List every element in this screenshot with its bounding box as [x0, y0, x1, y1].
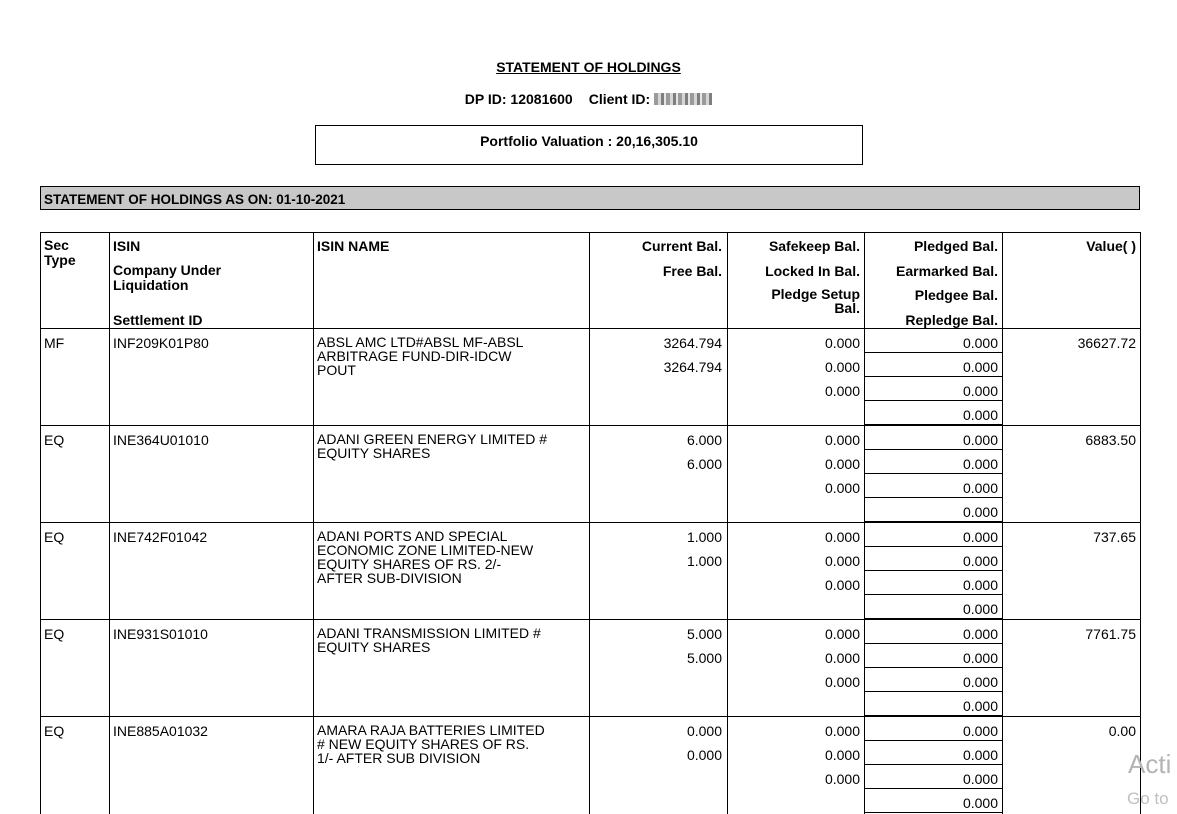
table-rule: [864, 570, 1002, 571]
header-company-under-liquidation: Company Under Liquidation: [113, 262, 222, 293]
row-current-bal: 6.000: [686, 432, 722, 448]
row-value: 7761.75: [1085, 626, 1136, 642]
watermark-line-2: Go to: [1127, 789, 1169, 808]
table-rule: [40, 716, 1141, 717]
row-pledged-bal: 0.000: [962, 723, 998, 739]
header-sec-type: Sec Type: [44, 237, 76, 268]
row-locked-in-bal: 0.000: [824, 359, 860, 375]
row-sec-type: EQ: [44, 723, 65, 739]
row-sec-type: MF: [44, 335, 65, 351]
row-isin-name: ADANI PORTS AND SPECIAL ECONOMIC ZONE LIMITED-NEW EQUITY SHARES OF RS. 2/- AFTER SUB-DIVISION: [317, 528, 534, 586]
row-free-bal: 5.000: [686, 650, 722, 666]
header-pledgee-bal: Pledgee Bal.: [914, 287, 998, 303]
row-locked-in-bal: 0.000: [824, 553, 860, 569]
row-isin: INF209K01P80: [113, 335, 209, 351]
row-free-bal: 6.000: [686, 456, 722, 472]
row-pledged-bal: 0.000: [962, 432, 998, 448]
table-rule: [864, 788, 1002, 789]
watermark-line-1: Acti: [1128, 749, 1172, 779]
row-sec-type: EQ: [44, 626, 65, 642]
table-rule: [40, 619, 1141, 620]
row-free-bal: 0.000: [686, 747, 722, 763]
table-rule: [864, 352, 1002, 353]
header-pledged-bal: Pledged Bal.: [913, 238, 998, 254]
row-value: 36627.72: [1077, 335, 1136, 351]
row-earmarked-bal: 0.000: [962, 359, 998, 375]
table-rule: [864, 667, 1002, 668]
table-column-rule: [40, 232, 41, 814]
row-pledgee-bal: 0.000: [962, 480, 998, 496]
header-isin-name: ISIN NAME: [317, 238, 390, 254]
row-current-bal: 5.000: [686, 626, 722, 642]
row-value: 6883.50: [1085, 432, 1136, 448]
header-free-bal: Free Bal.: [662, 263, 722, 279]
row-free-bal: 1.000: [686, 553, 722, 569]
row-value: 737.65: [1093, 529, 1136, 545]
row-current-bal: 1.000: [686, 529, 722, 545]
table-rule: [864, 546, 1002, 547]
table-column-rule: [109, 232, 110, 814]
table-rule: [40, 522, 1141, 523]
row-earmarked-bal: 0.000: [962, 650, 998, 666]
table-rule: [864, 764, 1002, 765]
row-free-bal: 3264.794: [663, 359, 722, 375]
table-rule: [864, 521, 1002, 522]
table-rule: [40, 328, 1141, 329]
table-rule: [864, 424, 1002, 425]
table-rule: [40, 425, 1141, 426]
row-earmarked-bal: 0.000: [962, 747, 998, 763]
header-isin: ISIN: [113, 238, 141, 254]
row-isin: INE742F01042: [113, 529, 208, 545]
header-safekeep-bal: Safekeep Bal.: [768, 238, 860, 254]
row-safekeep-bal: 0.000: [824, 432, 860, 448]
row-isin-name: ABSL AMC LTD#ABSL MF-ABSL ARBITRAGE FUND-DIR-IDCW POUT: [317, 334, 524, 378]
dp-id: DP ID: 12081600: [464, 91, 573, 107]
row-pledge-setup-bal: 0.000: [824, 577, 860, 593]
row-current-bal: 3264.794: [663, 335, 722, 351]
header-current-bal: Current Bal.: [641, 238, 722, 254]
header-value: Value( ): [1086, 238, 1136, 254]
row-safekeep-bal: 0.000: [824, 529, 860, 545]
row-pledgee-bal: 0.000: [962, 674, 998, 690]
row-repledge-bal: 0.000: [962, 407, 998, 423]
row-repledge-bal: 0.000: [962, 698, 998, 714]
header-pledge-setup-bal: Pledge Setup Bal.: [771, 286, 860, 316]
row-isin: INE364U01010: [113, 432, 209, 448]
row-pledge-setup-bal: 0.000: [824, 674, 860, 690]
row-pledged-bal: 0.000: [962, 626, 998, 642]
table-rule: [864, 473, 1002, 474]
table-rule: [864, 691, 1002, 692]
row-isin-name: AMARA RAJA BATTERIES LIMITED # NEW EQUITY SHARES OF RS. 1/- AFTER SUB DIVISION: [317, 722, 545, 766]
row-sec-type: EQ: [44, 529, 65, 545]
table-column-rule: [313, 232, 314, 814]
row-locked-in-bal: 0.000: [824, 747, 860, 763]
row-isin-name: ADANI GREEN ENERGY LIMITED # EQUITY SHARES: [317, 431, 548, 461]
row-locked-in-bal: 0.000: [824, 456, 860, 472]
row-pledgee-bal: 0.000: [962, 383, 998, 399]
table-rule: [864, 812, 1002, 813]
table-rule: [864, 618, 1002, 619]
page-title: STATEMENT OF HOLDINGS: [496, 59, 681, 75]
row-current-bal: 0.000: [686, 723, 722, 739]
header-settlement-id: Settlement ID: [113, 312, 203, 328]
row-isin: INE885A01032: [113, 723, 208, 739]
row-safekeep-bal: 0.000: [824, 723, 860, 739]
portfolio-valuation: Portfolio Valuation : 20,16,305.10: [480, 133, 698, 149]
row-pledged-bal: 0.000: [962, 529, 998, 545]
row-isin: INE931S01010: [113, 626, 208, 642]
client-id-label: Client ID:: [588, 91, 651, 107]
row-earmarked-bal: 0.000: [962, 456, 998, 472]
row-earmarked-bal: 0.000: [962, 553, 998, 569]
header-locked-in-bal: Locked In Bal.: [765, 263, 860, 279]
table-rule: [864, 497, 1002, 498]
row-safekeep-bal: 0.000: [824, 626, 860, 642]
header-earmarked-bal: Earmarked Bal.: [896, 263, 998, 279]
row-pledge-setup-bal: 0.000: [824, 771, 860, 787]
table-rule: [864, 740, 1002, 741]
table-rule: [864, 376, 1002, 377]
row-pledged-bal: 0.000: [962, 335, 998, 351]
table-rule: [40, 232, 1141, 233]
row-pledge-setup-bal: 0.000: [824, 383, 860, 399]
row-safekeep-bal: 0.000: [824, 335, 860, 351]
table-rule: [864, 643, 1002, 644]
table-rule: [864, 400, 1002, 401]
as-on-date: STATEMENT OF HOLDINGS AS ON: 01-10-2021: [44, 192, 346, 207]
row-sec-type: EQ: [44, 432, 65, 448]
table-column-rule: [1140, 232, 1141, 814]
table-rule: [864, 715, 1002, 716]
row-pledge-setup-bal: 0.000: [824, 480, 860, 496]
table-rule: [864, 449, 1002, 450]
row-repledge-bal: 0.000: [962, 504, 998, 520]
table-rule: [864, 594, 1002, 595]
row-isin-name: ADANI TRANSMISSION LIMITED # EQUITY SHARES: [317, 625, 541, 655]
row-pledgee-bal: 0.000: [962, 771, 998, 787]
row-value: 0.00: [1108, 723, 1136, 739]
row-repledge-bal: 0.000: [962, 795, 998, 811]
header-repledge-bal: Repledge Bal.: [905, 312, 998, 328]
row-locked-in-bal: 0.000: [824, 650, 860, 666]
row-repledge-bal: 0.000: [962, 601, 998, 617]
row-pledgee-bal: 0.000: [962, 577, 998, 593]
